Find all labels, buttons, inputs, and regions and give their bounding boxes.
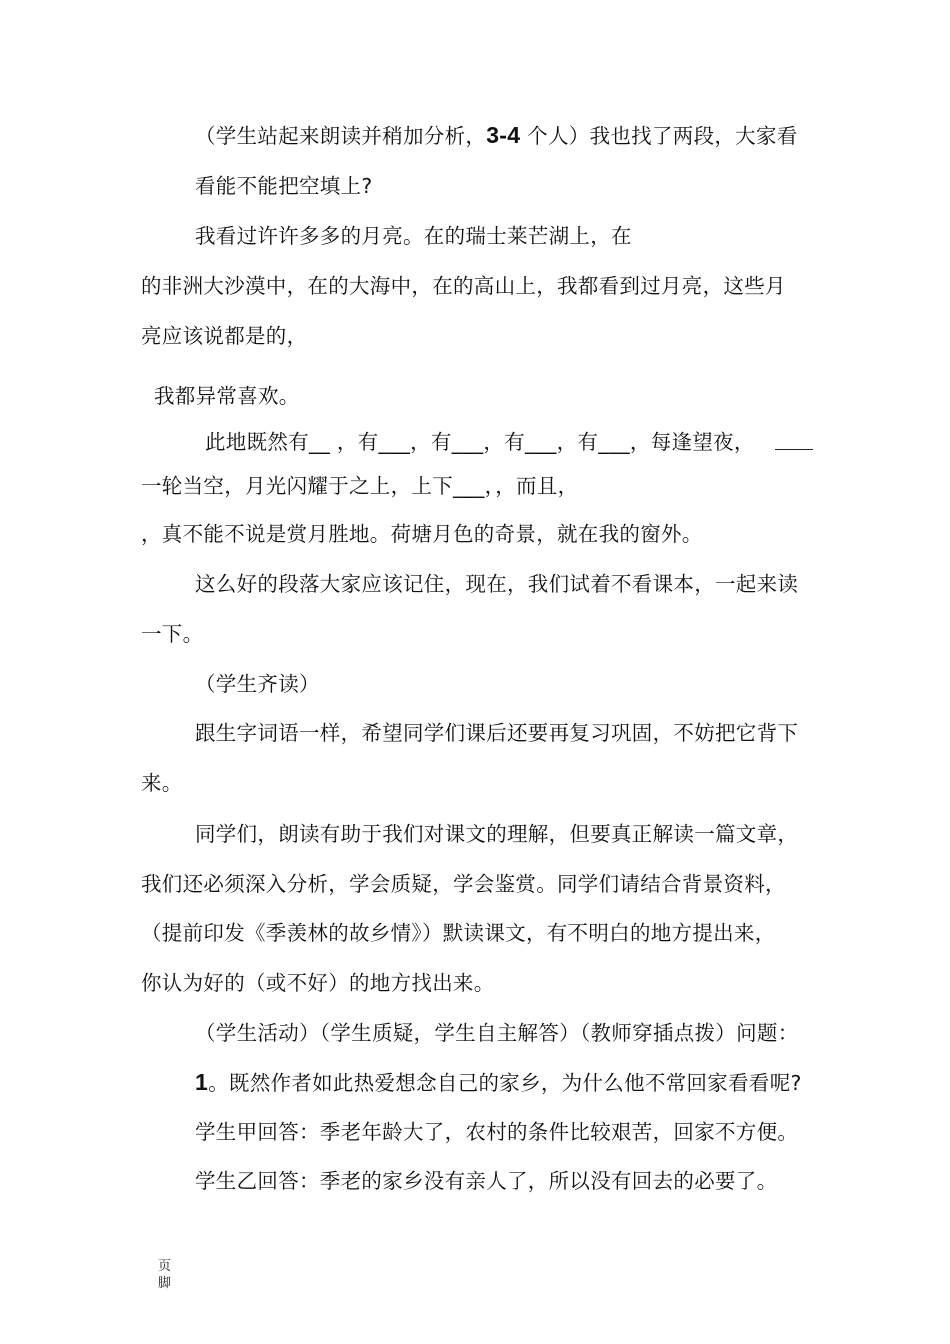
paragraph-line-11: 一下。 — [141, 622, 204, 646]
page-footer: 页脚 — [158, 1259, 172, 1291]
paragraph-line-21: 学生甲回答：季老年龄大了，农村的条件比较艰苦，回家不方便。 — [195, 1120, 799, 1144]
paragraph-line-7: 此地既然有__ ，有___，有___，有___，有___，每逢望夜， — [205, 430, 755, 454]
paragraph-line-9: ，真不能不说是赏月胜地。荷塘月色的奇景，就在我的窗外。 — [141, 522, 703, 546]
paragraph-line-14: 来。 — [141, 771, 183, 795]
paragraph-line-1: （学生站起来朗读并稍加分析，3-4 个人）我也找了两段，大家看 — [195, 122, 798, 148]
paragraph-line-17: （提前印发《季羡林的故乡情》）默读课文，有不明白的地方提出来， — [141, 921, 776, 945]
paragraph-line-6: 我都异常喜欢。 — [154, 384, 300, 408]
fill-in-blank-rule — [775, 449, 813, 450]
paragraph-line-19: （学生活动）（学生质疑，学生自主解答）（教师穿插点拨）问题： — [195, 1021, 799, 1045]
paragraph-line-15: 同学们，朗读有助于我们对课文的理解，但要真正解读一篇文章， — [195, 822, 799, 846]
paragraph-line-12: （学生齐读） — [195, 672, 320, 696]
paragraph-line-22: 学生乙回答：季老的家乡没有亲人了，所以没有回去的必要了。 — [195, 1169, 778, 1193]
paragraph-line-3: 我看过许许多多的月亮。在的瑞士莱芒湖上，在 — [195, 224, 632, 248]
paragraph-line-2: 看能不能把空填上? — [195, 174, 373, 198]
paragraph-line-10: 这么好的段落大家应该记住，现在，我们试着不看课本，一起来读 — [195, 572, 799, 596]
paragraph-line-8: 一轮当空，月光闪耀于之上，上下___，，而且， — [141, 474, 579, 498]
paragraph-line-18: 你认为好的（或不好）的地方找出来。 — [141, 971, 495, 995]
paragraph-line-20: 1。既然作者如此热爱想念自己的家乡，为什么他不常回家看看呢? — [195, 1069, 802, 1095]
paragraph-line-4: 的非洲大沙漠中，在的大海中，在的高山上，我都看到过月亮，这些月 — [141, 274, 786, 298]
paragraph-line-5: 亮应该说都是的， — [141, 324, 308, 348]
paragraph-line-16: 我们还必须深入分析，学会质疑，学会鉴赏。同学们请结合背景资料， — [141, 872, 786, 896]
paragraph-line-13: 跟生字词语一样，希望同学们课后还要再复习巩固，不妨把它背下 — [195, 721, 799, 745]
